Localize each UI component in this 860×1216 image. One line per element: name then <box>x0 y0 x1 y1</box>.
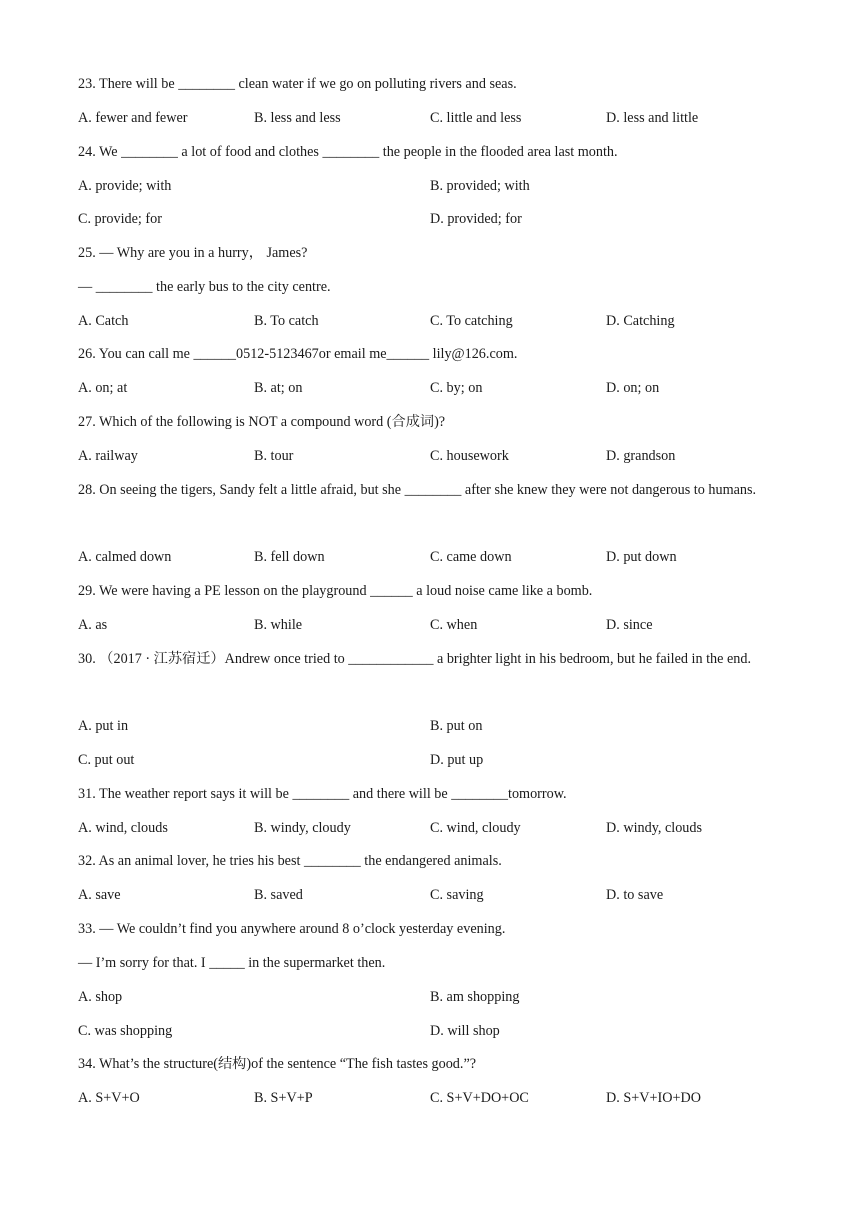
question-32-options <box>78 886 798 904</box>
option-c[interactable]: C. little and less <box>430 110 522 126</box>
option-c[interactable]: C. by; on <box>430 380 483 396</box>
question-23-options <box>78 109 798 127</box>
option-a[interactable]: A. provide; with <box>78 178 172 194</box>
option-c[interactable]: C. when <box>430 617 478 633</box>
option-d[interactable]: D. will shop <box>430 1023 500 1039</box>
option-c[interactable]: C. To catching <box>430 313 513 329</box>
option-a[interactable]: A. save <box>78 887 121 903</box>
question-23-stem: 23. There will be ________ clean water if we go on polluting rivers and seas. <box>78 76 517 92</box>
option-b[interactable]: B. windy, cloudy <box>254 820 351 836</box>
question-33-stem-line-2: — I’m sorry for that. I _____ in the supermarket then. <box>78 955 386 971</box>
option-a[interactable]: A. calmed down <box>78 549 172 565</box>
question-29-stem: 29. We were having a PE lesson on the playground ______ a loud noise came like a bomb. <box>78 583 593 599</box>
question-30-options-row-1 <box>78 717 798 735</box>
option-a[interactable]: A. as <box>78 617 108 633</box>
option-b[interactable]: B. at; on <box>254 380 303 396</box>
question-33-options-row-2 <box>78 1022 798 1040</box>
option-d[interactable]: D. less and little <box>606 110 699 126</box>
option-a[interactable]: A. shop <box>78 989 123 1005</box>
option-d[interactable]: D. since <box>606 617 653 633</box>
option-a[interactable]: A. fewer and fewer <box>78 110 188 126</box>
option-b[interactable]: B. S+V+P <box>254 1090 313 1106</box>
question-30-options-row-2 <box>78 751 798 769</box>
option-b[interactable]: B. am shopping <box>430 989 520 1005</box>
option-c[interactable]: C. came down <box>430 549 512 565</box>
question-28-stem: 28. On seeing the tigers, Sandy felt a little afraid, but she ________ after she knew they were not dangerous to humans. <box>78 482 757 498</box>
option-d[interactable]: D. put down <box>606 549 677 565</box>
option-b[interactable]: B. put on <box>430 718 483 734</box>
question-33-options-row-1 <box>78 988 798 1006</box>
option-d[interactable]: D. on; on <box>606 380 660 396</box>
question-25-stem-line-2: — ________ the early bus to the city centre. <box>78 279 331 295</box>
option-d[interactable]: D. Catching <box>606 313 675 329</box>
option-b[interactable]: B. while <box>254 617 303 633</box>
option-b[interactable]: B. less and less <box>254 110 341 126</box>
option-d[interactable]: D. provided; for <box>430 211 522 227</box>
question-31-options <box>78 819 798 837</box>
option-d[interactable]: D. to save <box>606 887 664 903</box>
option-a[interactable]: A. put in <box>78 718 129 734</box>
question-30-stem: 30. （2017 · 江苏宿迁）Andrew once tried to ____________ a brighter light in his bedroom, but he failed in the end. <box>78 651 751 667</box>
question-25-stem: 25. — Why are you in a hurry， James? <box>78 245 308 261</box>
option-a[interactable]: A. Catch <box>78 313 129 329</box>
option-a[interactable]: A. on; at <box>78 380 128 396</box>
option-c[interactable]: C. saving <box>430 887 484 903</box>
option-c[interactable]: C. S+V+DO+OC <box>430 1090 529 1106</box>
option-c[interactable]: C. wind, cloudy <box>430 820 521 836</box>
option-b[interactable]: B. tour <box>254 448 294 464</box>
option-d[interactable]: D. windy, clouds <box>606 820 703 836</box>
question-28-options <box>78 548 798 566</box>
question-29-options <box>78 616 798 634</box>
option-c[interactable]: C. was shopping <box>78 1023 173 1039</box>
question-24-options-row-2 <box>78 210 798 228</box>
option-b[interactable]: B. To catch <box>254 313 319 329</box>
question-24-stem: 24. We ________ a lot of food and clothes ________ the people in the flooded area last month. <box>78 144 618 160</box>
option-a[interactable]: A. railway <box>78 448 138 464</box>
question-26-options <box>78 379 798 397</box>
option-b[interactable]: B. fell down <box>254 549 325 565</box>
question-31-stem: 31. The weather report says it will be ________ and there will be ________tomorrow. <box>78 786 567 802</box>
question-32-stem: 32. As an animal lover, he tries his best ________ the endangered animals. <box>78 853 502 869</box>
question-27-stem: 27. Which of the following is NOT a compound word (合成词)? <box>78 414 446 430</box>
option-d[interactable]: D. put up <box>430 752 484 768</box>
option-b[interactable]: B. provided; with <box>430 178 530 194</box>
question-34-stem: 34. What’s the structure(结构)of the sentence “The fish tastes good.”? <box>78 1056 477 1072</box>
question-33-stem: 33. — We couldn’t find you anywhere around 8 o’clock yesterday evening. <box>78 921 506 937</box>
option-d[interactable]: D. grandson <box>606 448 676 464</box>
option-a[interactable]: A. wind, clouds <box>78 820 168 836</box>
question-27-options <box>78 447 798 465</box>
option-a[interactable]: A. S+V+O <box>78 1090 140 1106</box>
option-c[interactable]: C. put out <box>78 752 135 768</box>
option-c[interactable]: C. provide; for <box>78 211 162 227</box>
question-34-options <box>78 1089 798 1107</box>
question-25-options <box>78 312 798 330</box>
option-b[interactable]: B. saved <box>254 887 303 903</box>
question-26-stem: 26. You can call me ______0512-5123467or email me______ lily@126.com. <box>78 346 518 362</box>
option-c[interactable]: C. housework <box>430 448 509 464</box>
option-d[interactable]: D. S+V+IO+DO <box>606 1090 701 1106</box>
question-24-options-row-1 <box>78 177 798 195</box>
